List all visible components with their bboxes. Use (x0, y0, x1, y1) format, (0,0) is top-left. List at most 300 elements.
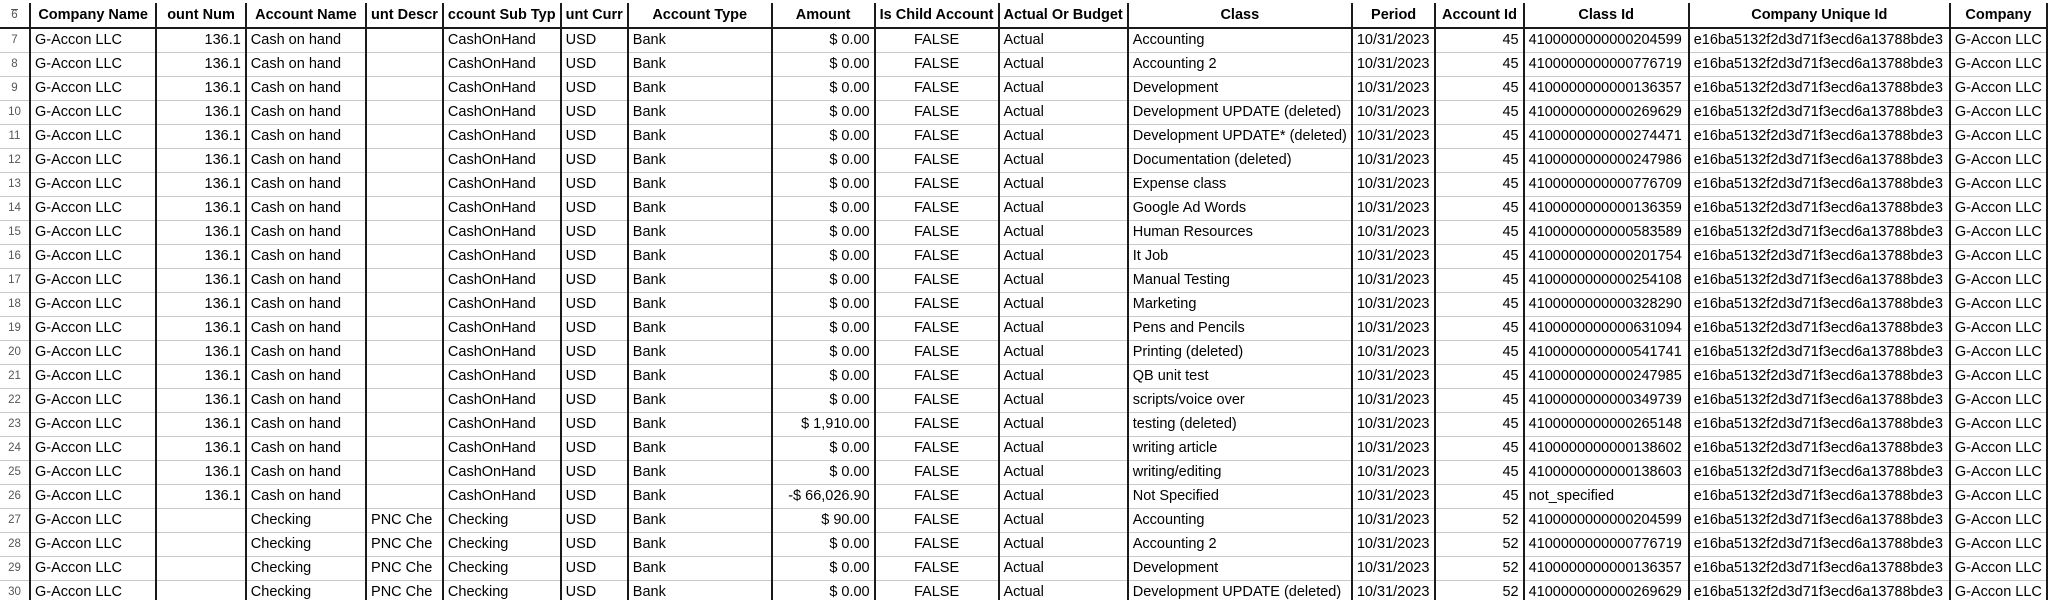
account-number-cell[interactable]: 136.1 (156, 221, 246, 245)
class-cell[interactable]: Accounting 2 (1128, 533, 1352, 557)
account-sub-type-cell[interactable]: CashOnHand (443, 149, 561, 173)
company-cell[interactable]: G-Accon LLC (1950, 317, 2047, 341)
account-name-cell[interactable]: Cash on hand (246, 197, 366, 221)
row-number[interactable]: 24 (0, 437, 30, 461)
company-unique-id-cell[interactable]: e16ba5132f2d3d71f3ecd6a13788bde3 (1689, 533, 1950, 557)
row-number[interactable]: 12 (0, 149, 30, 173)
actual-or-budget-cell[interactable]: Actual (999, 365, 1128, 389)
company-cell[interactable]: G-Accon LLC (1950, 581, 2047, 600)
account-currency-cell[interactable]: USD (561, 245, 628, 269)
account-currency-cell[interactable]: USD (561, 269, 628, 293)
account-description-cell[interactable] (366, 28, 443, 53)
account-name-cell[interactable]: Checking (246, 509, 366, 533)
account-description-cell[interactable] (366, 77, 443, 101)
account-name-cell[interactable]: Checking (246, 581, 366, 600)
company-cell[interactable]: G-Accon LLC (1950, 509, 2047, 533)
class-cell[interactable]: testing (deleted) (1128, 413, 1352, 437)
amount-cell[interactable]: $ 0.00 (772, 533, 875, 557)
is-child-account-cell[interactable]: FALSE (875, 269, 999, 293)
company-cell[interactable]: G-Accon LLC (1950, 365, 2047, 389)
account-id-cell[interactable]: 45 (1435, 413, 1523, 437)
period-cell[interactable]: 10/31/2023 (1352, 77, 1436, 101)
period-cell[interactable]: 10/31/2023 (1352, 365, 1436, 389)
company-name-cell[interactable]: G-Accon LLC (30, 365, 156, 389)
account-type-cell[interactable]: Bank (628, 533, 772, 557)
company-cell[interactable]: G-Accon LLC (1950, 269, 2047, 293)
company-cell[interactable]: G-Accon LLC (1950, 341, 2047, 365)
account-currency-cell[interactable]: USD (561, 28, 628, 53)
company-unique-id-cell[interactable]: e16ba5132f2d3d71f3ecd6a13788bde3 (1689, 413, 1950, 437)
account-description-cell[interactable]: PNC Che (366, 509, 443, 533)
account-id-cell[interactable]: 45 (1435, 341, 1523, 365)
account-id-cell[interactable]: 45 (1435, 389, 1523, 413)
is-child-account-cell[interactable]: FALSE (875, 101, 999, 125)
class-id-cell[interactable]: 4100000000000247985 (1524, 365, 1689, 389)
period-cell[interactable]: 10/31/2023 (1352, 101, 1436, 125)
account-name-cell[interactable]: Checking (246, 557, 366, 581)
company-unique-id-cell[interactable]: e16ba5132f2d3d71f3ecd6a13788bde3 (1689, 245, 1950, 269)
period-cell[interactable]: 10/31/2023 (1352, 509, 1436, 533)
account-id-cell[interactable]: 45 (1435, 77, 1523, 101)
account-currency-cell[interactable]: USD (561, 149, 628, 173)
company-unique-id-cell[interactable]: e16ba5132f2d3d71f3ecd6a13788bde3 (1689, 53, 1950, 77)
account-sub-type-cell[interactable]: CashOnHand (443, 269, 561, 293)
is-child-account-cell[interactable]: FALSE (875, 365, 999, 389)
amount-cell[interactable]: $ 0.00 (772, 293, 875, 317)
account-number-cell[interactable] (156, 581, 246, 600)
company-cell[interactable]: G-Accon LLC (1950, 173, 2047, 197)
company-name-cell[interactable]: G-Accon LLC (30, 293, 156, 317)
account-description-cell[interactable]: PNC Che (366, 533, 443, 557)
column-header-account-type[interactable]: Account Type (628, 3, 772, 28)
account-description-cell[interactable] (366, 269, 443, 293)
company-cell[interactable]: G-Accon LLC (1950, 293, 2047, 317)
is-child-account-cell[interactable]: FALSE (875, 533, 999, 557)
is-child-account-cell[interactable]: FALSE (875, 461, 999, 485)
account-currency-cell[interactable]: USD (561, 197, 628, 221)
account-type-cell[interactable]: Bank (628, 341, 772, 365)
account-number-cell[interactable]: 136.1 (156, 101, 246, 125)
column-header-class-id[interactable]: Class Id (1524, 3, 1689, 28)
account-currency-cell[interactable]: USD (561, 581, 628, 600)
is-child-account-cell[interactable]: FALSE (875, 485, 999, 509)
company-name-cell[interactable]: G-Accon LLC (30, 245, 156, 269)
account-sub-type-cell[interactable]: CashOnHand (443, 77, 561, 101)
column-header-company[interactable]: Company (1950, 3, 2047, 28)
account-id-cell[interactable]: 52 (1435, 509, 1523, 533)
company-name-cell[interactable]: G-Accon LLC (30, 173, 156, 197)
account-number-cell[interactable]: 136.1 (156, 485, 246, 509)
account-number-cell[interactable] (156, 557, 246, 581)
class-cell[interactable]: Development (1128, 77, 1352, 101)
account-currency-cell[interactable]: USD (561, 389, 628, 413)
account-sub-type-cell[interactable]: CashOnHand (443, 317, 561, 341)
company-name-cell[interactable]: G-Accon LLC (30, 149, 156, 173)
account-name-cell[interactable]: Cash on hand (246, 28, 366, 53)
class-cell[interactable]: It Job (1128, 245, 1352, 269)
column-header-account-id[interactable]: Account Id (1435, 3, 1523, 28)
account-sub-type-cell[interactable]: Checking (443, 509, 561, 533)
account-id-cell[interactable]: 45 (1435, 293, 1523, 317)
class-id-cell[interactable]: not_specified (1524, 485, 1689, 509)
account-number-cell[interactable]: 136.1 (156, 173, 246, 197)
row-number[interactable]: 25 (0, 461, 30, 485)
account-description-cell[interactable] (366, 245, 443, 269)
account-id-cell[interactable]: 45 (1435, 101, 1523, 125)
account-number-cell[interactable]: 136.1 (156, 293, 246, 317)
period-cell[interactable]: 10/31/2023 (1352, 53, 1436, 77)
amount-cell[interactable]: $ 0.00 (772, 53, 875, 77)
company-name-cell[interactable]: G-Accon LLC (30, 485, 156, 509)
account-id-cell[interactable]: 45 (1435, 197, 1523, 221)
actual-or-budget-cell[interactable]: Actual (999, 269, 1128, 293)
company-unique-id-cell[interactable]: e16ba5132f2d3d71f3ecd6a13788bde3 (1689, 101, 1950, 125)
amount-cell[interactable]: $ 90.00 (772, 509, 875, 533)
class-id-cell[interactable]: 4100000000000204599 (1524, 28, 1689, 53)
company-unique-id-cell[interactable]: e16ba5132f2d3d71f3ecd6a13788bde3 (1689, 149, 1950, 173)
is-child-account-cell[interactable]: FALSE (875, 53, 999, 77)
account-currency-cell[interactable]: USD (561, 221, 628, 245)
column-header-account-number[interactable]: ount Num (156, 3, 246, 28)
actual-or-budget-cell[interactable]: Actual (999, 557, 1128, 581)
account-id-cell[interactable]: 45 (1435, 149, 1523, 173)
company-cell[interactable]: G-Accon LLC (1950, 533, 2047, 557)
account-number-cell[interactable]: 136.1 (156, 149, 246, 173)
account-type-cell[interactable]: Bank (628, 437, 772, 461)
row-number[interactable]: 18 (0, 293, 30, 317)
account-type-cell[interactable]: Bank (628, 389, 772, 413)
account-currency-cell[interactable]: USD (561, 485, 628, 509)
account-name-cell[interactable]: Cash on hand (246, 269, 366, 293)
account-sub-type-cell[interactable]: Checking (443, 557, 561, 581)
class-id-cell[interactable]: 4100000000000269629 (1524, 101, 1689, 125)
class-id-cell[interactable]: 4100000000000204599 (1524, 509, 1689, 533)
company-name-cell[interactable]: G-Accon LLC (30, 269, 156, 293)
column-header-amount[interactable]: Amount (772, 3, 875, 28)
account-number-cell[interactable]: 136.1 (156, 53, 246, 77)
period-cell[interactable]: 10/31/2023 (1352, 173, 1436, 197)
class-id-cell[interactable]: 4100000000000247986 (1524, 149, 1689, 173)
column-header-actual-or-budget[interactable]: Actual Or Budget (999, 3, 1128, 28)
period-cell[interactable]: 10/31/2023 (1352, 413, 1436, 437)
account-name-cell[interactable]: Cash on hand (246, 77, 366, 101)
account-currency-cell[interactable]: USD (561, 77, 628, 101)
is-child-account-cell[interactable]: FALSE (875, 293, 999, 317)
row-number[interactable]: 22 (0, 389, 30, 413)
account-name-cell[interactable]: Cash on hand (246, 461, 366, 485)
company-cell[interactable]: G-Accon LLC (1950, 557, 2047, 581)
period-cell[interactable]: 10/31/2023 (1352, 557, 1436, 581)
row-number[interactable]: 8 (0, 53, 30, 77)
account-type-cell[interactable]: Bank (628, 245, 772, 269)
account-currency-cell[interactable]: USD (561, 557, 628, 581)
account-currency-cell[interactable]: USD (561, 101, 628, 125)
account-name-cell[interactable]: Cash on hand (246, 341, 366, 365)
period-cell[interactable]: 10/31/2023 (1352, 341, 1436, 365)
company-name-cell[interactable]: G-Accon LLC (30, 28, 156, 53)
account-currency-cell[interactable]: USD (561, 173, 628, 197)
account-sub-type-cell[interactable]: CashOnHand (443, 461, 561, 485)
account-currency-cell[interactable]: USD (561, 365, 628, 389)
account-id-cell[interactable]: 45 (1435, 437, 1523, 461)
account-name-cell[interactable]: Cash on hand (246, 485, 366, 509)
class-cell[interactable]: Development UPDATE* (deleted) (1128, 125, 1352, 149)
account-number-cell[interactable]: 136.1 (156, 461, 246, 485)
actual-or-budget-cell[interactable]: Actual (999, 197, 1128, 221)
class-cell[interactable]: scripts/voice over (1128, 389, 1352, 413)
company-unique-id-cell[interactable]: e16ba5132f2d3d71f3ecd6a13788bde3 (1689, 581, 1950, 600)
period-cell[interactable]: 10/31/2023 (1352, 581, 1436, 600)
account-name-cell[interactable]: Cash on hand (246, 101, 366, 125)
company-cell[interactable]: G-Accon LLC (1950, 125, 2047, 149)
account-sub-type-cell[interactable]: CashOnHand (443, 53, 561, 77)
account-description-cell[interactable]: PNC Che (366, 557, 443, 581)
amount-cell[interactable]: $ 0.00 (772, 149, 875, 173)
class-id-cell[interactable]: 4100000000000631094 (1524, 317, 1689, 341)
amount-cell[interactable]: $ 0.00 (772, 28, 875, 53)
account-number-cell[interactable]: 136.1 (156, 389, 246, 413)
account-description-cell[interactable] (366, 149, 443, 173)
column-header-account-description[interactable]: unt Descr (366, 3, 443, 28)
account-name-cell[interactable]: Cash on hand (246, 389, 366, 413)
amount-cell[interactable]: $ 0.00 (772, 437, 875, 461)
account-type-cell[interactable]: Bank (628, 485, 772, 509)
account-currency-cell[interactable]: USD (561, 509, 628, 533)
row-number[interactable]: 26 (0, 485, 30, 509)
account-description-cell[interactable] (366, 221, 443, 245)
account-id-cell[interactable]: 52 (1435, 557, 1523, 581)
is-child-account-cell[interactable]: FALSE (875, 173, 999, 197)
account-number-cell[interactable]: 136.1 (156, 125, 246, 149)
is-child-account-cell[interactable]: FALSE (875, 413, 999, 437)
actual-or-budget-cell[interactable]: Actual (999, 149, 1128, 173)
class-id-cell[interactable]: 4100000000000138602 (1524, 437, 1689, 461)
account-name-cell[interactable]: Cash on hand (246, 317, 366, 341)
company-name-cell[interactable]: G-Accon LLC (30, 197, 156, 221)
row-number[interactable]: 30 (0, 581, 30, 600)
account-name-cell[interactable]: Cash on hand (246, 245, 366, 269)
account-name-cell[interactable]: Cash on hand (246, 125, 366, 149)
amount-cell[interactable]: $ 0.00 (772, 77, 875, 101)
company-unique-id-cell[interactable]: e16ba5132f2d3d71f3ecd6a13788bde3 (1689, 365, 1950, 389)
period-cell[interactable]: 10/31/2023 (1352, 197, 1436, 221)
account-sub-type-cell[interactable]: CashOnHand (443, 125, 561, 149)
account-name-cell[interactable]: Cash on hand (246, 413, 366, 437)
company-unique-id-cell[interactable]: e16ba5132f2d3d71f3ecd6a13788bde3 (1689, 77, 1950, 101)
class-cell[interactable]: Not Specified (1128, 485, 1352, 509)
account-sub-type-cell[interactable]: CashOnHand (443, 293, 561, 317)
account-type-cell[interactable]: Bank (628, 557, 772, 581)
actual-or-budget-cell[interactable]: Actual (999, 581, 1128, 600)
class-cell[interactable]: Human Resources (1128, 221, 1352, 245)
account-description-cell[interactable] (366, 197, 443, 221)
account-type-cell[interactable]: Bank (628, 317, 772, 341)
company-unique-id-cell[interactable]: e16ba5132f2d3d71f3ecd6a13788bde3 (1689, 437, 1950, 461)
amount-cell[interactable]: $ 0.00 (772, 365, 875, 389)
amount-cell[interactable]: $ 0.00 (772, 101, 875, 125)
company-unique-id-cell[interactable]: e16ba5132f2d3d71f3ecd6a13788bde3 (1689, 461, 1950, 485)
company-name-cell[interactable]: G-Accon LLC (30, 557, 156, 581)
amount-cell[interactable]: $ 0.00 (772, 173, 875, 197)
account-type-cell[interactable]: Bank (628, 197, 772, 221)
amount-cell[interactable]: $ 0.00 (772, 341, 875, 365)
company-name-cell[interactable]: G-Accon LLC (30, 221, 156, 245)
company-cell[interactable]: G-Accon LLC (1950, 197, 2047, 221)
account-description-cell[interactable] (366, 389, 443, 413)
account-id-cell[interactable]: 52 (1435, 581, 1523, 600)
company-unique-id-cell[interactable]: e16ba5132f2d3d71f3ecd6a13788bde3 (1689, 509, 1950, 533)
period-cell[interactable]: 10/31/2023 (1352, 437, 1436, 461)
amount-cell[interactable]: $ 0.00 (772, 461, 875, 485)
account-name-cell[interactable]: Cash on hand (246, 221, 366, 245)
company-name-cell[interactable]: G-Accon LLC (30, 77, 156, 101)
account-id-cell[interactable]: 45 (1435, 173, 1523, 197)
company-unique-id-cell[interactable]: e16ba5132f2d3d71f3ecd6a13788bde3 (1689, 269, 1950, 293)
account-id-cell[interactable]: 45 (1435, 28, 1523, 53)
account-description-cell[interactable] (366, 125, 443, 149)
class-id-cell[interactable]: 4100000000000136357 (1524, 557, 1689, 581)
actual-or-budget-cell[interactable]: Actual (999, 293, 1128, 317)
account-number-cell[interactable]: 136.1 (156, 413, 246, 437)
is-child-account-cell[interactable]: FALSE (875, 581, 999, 600)
account-type-cell[interactable]: Bank (628, 509, 772, 533)
is-child-account-cell[interactable]: FALSE (875, 197, 999, 221)
account-sub-type-cell[interactable]: CashOnHand (443, 389, 561, 413)
row-number-header[interactable]: 6 (0, 3, 30, 28)
company-name-cell[interactable]: G-Accon LLC (30, 461, 156, 485)
is-child-account-cell[interactable]: FALSE (875, 557, 999, 581)
is-child-account-cell[interactable]: FALSE (875, 28, 999, 53)
row-number[interactable]: 9 (0, 77, 30, 101)
account-type-cell[interactable]: Bank (628, 221, 772, 245)
row-number[interactable]: 20 (0, 341, 30, 365)
is-child-account-cell[interactable]: FALSE (875, 317, 999, 341)
account-sub-type-cell[interactable]: CashOnHand (443, 413, 561, 437)
company-name-cell[interactable]: G-Accon LLC (30, 509, 156, 533)
actual-or-budget-cell[interactable]: Actual (999, 77, 1128, 101)
period-cell[interactable]: 10/31/2023 (1352, 485, 1436, 509)
account-type-cell[interactable]: Bank (628, 101, 772, 125)
company-name-cell[interactable]: G-Accon LLC (30, 53, 156, 77)
period-cell[interactable]: 10/31/2023 (1352, 269, 1436, 293)
account-number-cell[interactable]: 136.1 (156, 245, 246, 269)
actual-or-budget-cell[interactable]: Actual (999, 221, 1128, 245)
class-id-cell[interactable]: 4100000000000265148 (1524, 413, 1689, 437)
class-id-cell[interactable]: 4100000000000138603 (1524, 461, 1689, 485)
is-child-account-cell[interactable]: FALSE (875, 125, 999, 149)
account-number-cell[interactable] (156, 509, 246, 533)
actual-or-budget-cell[interactable]: Actual (999, 245, 1128, 269)
amount-cell[interactable]: -$ 66,026.90 (772, 485, 875, 509)
is-child-account-cell[interactable]: FALSE (875, 245, 999, 269)
account-type-cell[interactable]: Bank (628, 293, 772, 317)
company-unique-id-cell[interactable]: e16ba5132f2d3d71f3ecd6a13788bde3 (1689, 221, 1950, 245)
column-header-account-currency[interactable]: unt Curr (561, 3, 628, 28)
company-unique-id-cell[interactable]: e16ba5132f2d3d71f3ecd6a13788bde3 (1689, 485, 1950, 509)
account-id-cell[interactable]: 45 (1435, 125, 1523, 149)
account-number-cell[interactable]: 136.1 (156, 77, 246, 101)
amount-cell[interactable]: $ 0.00 (772, 389, 875, 413)
account-number-cell[interactable]: 136.1 (156, 317, 246, 341)
company-cell[interactable]: G-Accon LLC (1950, 389, 2047, 413)
amount-cell[interactable]: $ 0.00 (772, 557, 875, 581)
company-unique-id-cell[interactable]: e16ba5132f2d3d71f3ecd6a13788bde3 (1689, 341, 1950, 365)
period-cell[interactable]: 10/31/2023 (1352, 125, 1436, 149)
is-child-account-cell[interactable]: FALSE (875, 149, 999, 173)
actual-or-budget-cell[interactable]: Actual (999, 125, 1128, 149)
account-sub-type-cell[interactable]: CashOnHand (443, 245, 561, 269)
column-header-company-name[interactable]: Company Name (30, 3, 156, 28)
row-number[interactable]: 13 (0, 173, 30, 197)
company-name-cell[interactable]: G-Accon LLC (30, 413, 156, 437)
company-cell[interactable]: G-Accon LLC (1950, 101, 2047, 125)
row-number[interactable]: 27 (0, 509, 30, 533)
account-currency-cell[interactable]: USD (561, 293, 628, 317)
period-cell[interactable]: 10/31/2023 (1352, 533, 1436, 557)
row-number[interactable]: 19 (0, 317, 30, 341)
class-cell[interactable]: Accounting 2 (1128, 53, 1352, 77)
company-cell[interactable]: G-Accon LLC (1950, 461, 2047, 485)
account-name-cell[interactable]: Cash on hand (246, 365, 366, 389)
company-name-cell[interactable]: G-Accon LLC (30, 389, 156, 413)
account-description-cell[interactable] (366, 365, 443, 389)
actual-or-budget-cell[interactable]: Actual (999, 437, 1128, 461)
account-id-cell[interactable]: 52 (1435, 533, 1523, 557)
is-child-account-cell[interactable]: FALSE (875, 341, 999, 365)
account-name-cell[interactable]: Cash on hand (246, 53, 366, 77)
class-cell[interactable]: Development UPDATE (deleted) (1128, 101, 1352, 125)
is-child-account-cell[interactable]: FALSE (875, 509, 999, 533)
company-unique-id-cell[interactable]: e16ba5132f2d3d71f3ecd6a13788bde3 (1689, 293, 1950, 317)
period-cell[interactable]: 10/31/2023 (1352, 317, 1436, 341)
account-number-cell[interactable]: 136.1 (156, 365, 246, 389)
company-unique-id-cell[interactable]: e16ba5132f2d3d71f3ecd6a13788bde3 (1689, 557, 1950, 581)
actual-or-budget-cell[interactable]: Actual (999, 53, 1128, 77)
row-number[interactable]: 17 (0, 269, 30, 293)
account-sub-type-cell[interactable]: CashOnHand (443, 101, 561, 125)
is-child-account-cell[interactable]: FALSE (875, 77, 999, 101)
row-number[interactable]: 21 (0, 365, 30, 389)
company-unique-id-cell[interactable]: e16ba5132f2d3d71f3ecd6a13788bde3 (1689, 173, 1950, 197)
class-id-cell[interactable]: 4100000000000541741 (1524, 341, 1689, 365)
account-description-cell[interactable]: PNC Che (366, 581, 443, 600)
class-cell[interactable]: Development UPDATE (deleted) (1128, 581, 1352, 600)
row-number[interactable]: 11 (0, 125, 30, 149)
company-cell[interactable]: G-Accon LLC (1950, 28, 2047, 53)
class-id-cell[interactable]: 4100000000000583589 (1524, 221, 1689, 245)
account-name-cell[interactable]: Cash on hand (246, 437, 366, 461)
account-sub-type-cell[interactable]: CashOnHand (443, 173, 561, 197)
actual-or-budget-cell[interactable]: Actual (999, 533, 1128, 557)
company-cell[interactable]: G-Accon LLC (1950, 149, 2047, 173)
account-name-cell[interactable]: Cash on hand (246, 293, 366, 317)
class-id-cell[interactable]: 4100000000000776719 (1524, 53, 1689, 77)
company-name-cell[interactable]: G-Accon LLC (30, 125, 156, 149)
is-child-account-cell[interactable]: FALSE (875, 389, 999, 413)
company-cell[interactable]: G-Accon LLC (1950, 53, 2047, 77)
account-description-cell[interactable] (366, 101, 443, 125)
is-child-account-cell[interactable]: FALSE (875, 221, 999, 245)
account-type-cell[interactable]: Bank (628, 269, 772, 293)
class-cell[interactable]: Pens and Pencils (1128, 317, 1352, 341)
amount-cell[interactable]: $ 0.00 (772, 245, 875, 269)
class-cell[interactable]: Development (1128, 557, 1352, 581)
row-number[interactable]: 15 (0, 221, 30, 245)
actual-or-budget-cell[interactable]: Actual (999, 485, 1128, 509)
account-currency-cell[interactable]: USD (561, 341, 628, 365)
class-id-cell[interactable]: 4100000000000254108 (1524, 269, 1689, 293)
row-number[interactable]: 7 (0, 28, 30, 53)
